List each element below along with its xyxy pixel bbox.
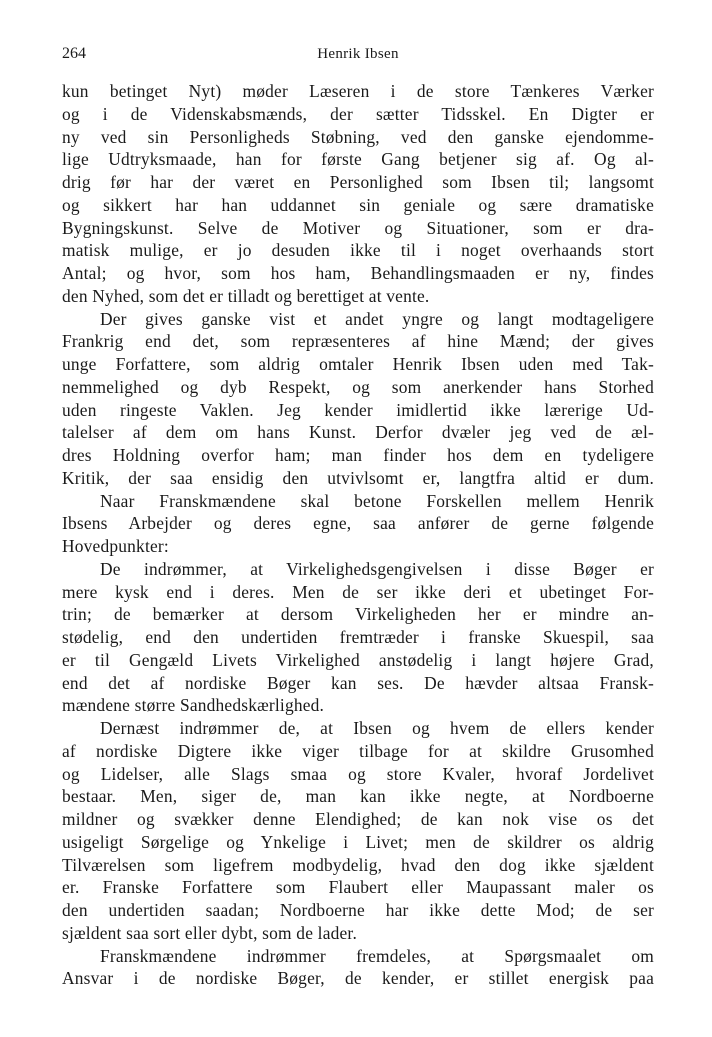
text-line: er. Franske Forfattere som Flaubert eller Maupassant maler os <box>62 877 654 898</box>
text-line: end det af nordiske Bøger kan ses. De hævder altsaa Fransk- <box>62 672 654 693</box>
text-line: lige Udtryksmaade, han for første Gang betjener sig af. Og al- <box>62 149 654 170</box>
text-line: Tilværelsen som ligefrem modbydelig, hvad den dog ikke sjældent <box>62 854 654 875</box>
text-line: Kritik, der saa ensidig den utvivlsomt er, langtfra altid er dum. <box>62 467 654 488</box>
text-line: matisk mulige, er jo desuden ikke til i noget overhaands stort <box>62 240 654 261</box>
text-line: og sikkert har han uddannet sin geniale og sære dramatiske <box>62 194 654 215</box>
running-head <box>62 44 654 70</box>
text-line: nemmelighed og dyb Respekt, og som anerkender hans Storhed <box>62 376 654 397</box>
text-line: talelser af dem om hans Kunst. Derfor dvæler jeg ved de æl- <box>62 422 654 443</box>
text-line: Ansvar i de nordiske Bøger, de kender, er stillet energisk paa <box>62 968 654 989</box>
text-line: Hovedpunkter: <box>62 536 169 556</box>
text-line: Der gives ganske vist et andet yngre og langt modtageligere <box>100 308 654 329</box>
text-line: De indrømmer, at Virkelighedsgengivelsen i disse Bøger er <box>100 558 654 579</box>
text-line: Antal; og hvor, som hos ham, Behandlingsmaaden er ny, findes <box>62 263 654 283</box>
text-line: Dernæst indrømmer de, at Ibsen og hvem de ellers kender <box>100 718 654 738</box>
text-line: og i de Videnskabsmænds, der sætter Tidsskel. En Digter er <box>62 103 654 124</box>
text-line: kun betinget Nyt) møder Læseren i de store Tænkeres Værker <box>62 81 654 101</box>
text-line: ny ved sin Personligheds Støbning, ved den ganske ejendomme- <box>62 126 654 147</box>
text-line: Ibsens Arbejder og deres egne, saa anfører de gerne følgende <box>62 513 654 534</box>
text-line: af nordiske Digtere ikke viger tilbage for at skildre Grusomhed <box>62 740 654 761</box>
text-line: stødelig, end den undertiden fremtræder i franske Skuespil, saa <box>62 627 654 647</box>
text-line: Naar Franskmændene skal betone Forskellen mellem Henrik <box>100 490 654 511</box>
text-line: trin; de bemærker at dersom Virkeligheden her er mindre an- <box>62 604 654 625</box>
page-number: 264 <box>62 45 86 62</box>
body-text <box>62 80 654 990</box>
text-line: bestaar. Men, siger de, man kan ikke negte, at Nordboerne <box>62 786 654 807</box>
text-line: mændene større Sandhedskærlighed. <box>62 695 325 716</box>
text-line: unge Forfattere, som aldrig omtaler Henrik Ibsen uden med Tak- <box>62 354 654 374</box>
text-line: den undertiden saadan; Nordboerne har ikke dette Mod; de ser <box>62 900 654 920</box>
text-line: mere kysk end i deres. Men de ser ikke deri et ubetinget For- <box>62 581 654 602</box>
book-page <box>62 44 654 990</box>
text-line: usigeligt Sørgelige og Ynkelige i Livet; men de skildrer os aldrig <box>62 831 654 852</box>
text-line: er til Gengæld Livets Virkelighed anstødelig i langt højere Grad, <box>62 649 654 670</box>
text-line: Franskmændene indrømmer fremdeles, at Spørgsmaalet om <box>100 945 654 966</box>
text-line: uden ringeste Vaklen. Jeg kender imidlertid ikke lærerige Ud- <box>62 399 654 420</box>
text-line: og Lidelser, alle Slags smaa og store Kvaler, hvoraf Jordelivet <box>62 763 654 784</box>
text-line: den Nyhed, som det er tilladt og berettiget at vente. <box>62 285 430 306</box>
text-line: drig før har der været en Personlighed som Ibsen til; langsomt <box>62 172 654 192</box>
text-line: dres Holdning overfor ham; man finder hos dem en tydeligere <box>62 445 654 465</box>
text-line: Bygningskunst. Selve de Motiver og Situationer, som er dra- <box>62 217 654 238</box>
running-title: Henrik Ibsen <box>317 46 399 62</box>
text-line: mildner og svækker denne Elendighed; de kan nok vise os det <box>62 809 654 829</box>
text-line: Frankrig end det, som repræsenteres af hine Mænd; der gives <box>62 331 654 352</box>
text-line: sjældent saa sort eller dybt, som de lader. <box>62 922 358 943</box>
